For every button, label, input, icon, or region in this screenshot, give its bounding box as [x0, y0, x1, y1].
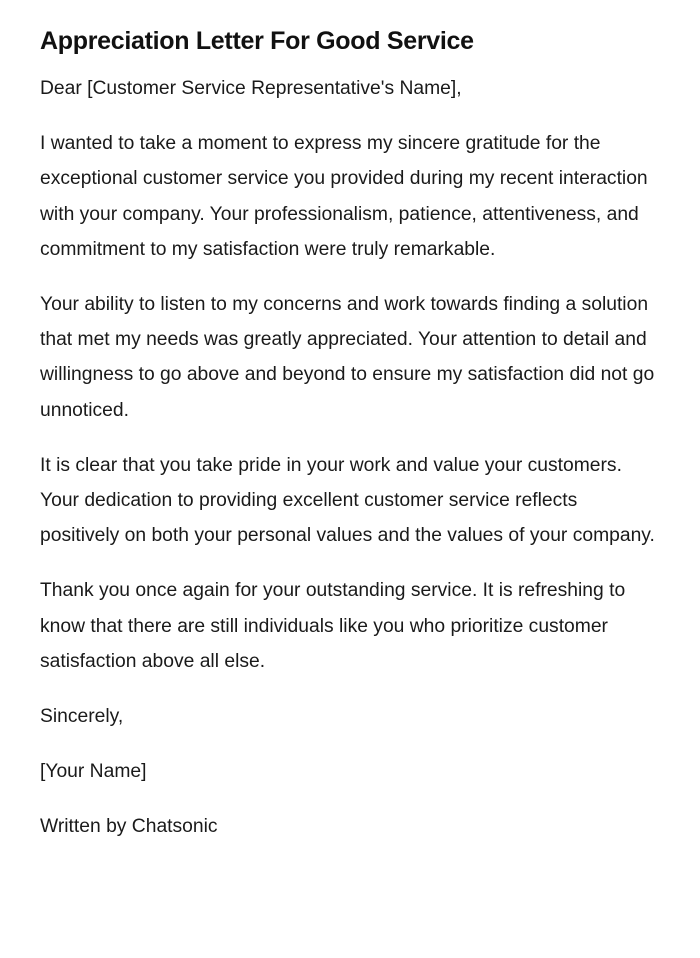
signature: [Your Name]: [40, 761, 147, 783]
page-title: Appreciation Letter For Good Service: [40, 27, 474, 55]
salutation: Dear [Customer Service Representative's Name],: [40, 78, 462, 99]
closing: Sincerely,: [40, 706, 124, 728]
body-paragraph-2: Your ability to listen to my concerns and work towards finding a solution that met my needs was greatly appreciated. Your attention to detail and willingness to go above and beyond to ensure my satisfaction did not go unnoticed.: [40, 294, 655, 421]
body-paragraph-3: It is clear that you take pride in your work and value your customers. Your dedication to providing excellent customer service reflects positively on both your personal values and the values of your company.: [40, 454, 655, 547]
attribution: Written by Chatsonic: [40, 816, 218, 838]
body-paragraph-1: I wanted to take a moment to express my sincere gratitude for the exceptional customer service you provided during my recent interaction with your company. Your professionalism, patience, attentiveness, and commitment to my satisfaction were truly remarkable.: [40, 133, 648, 260]
body-paragraph-4: Thank you once again for your outstanding service. It is refreshing to know that there are still individuals like you who prioritize customer satisfaction above all else.: [40, 580, 626, 672]
